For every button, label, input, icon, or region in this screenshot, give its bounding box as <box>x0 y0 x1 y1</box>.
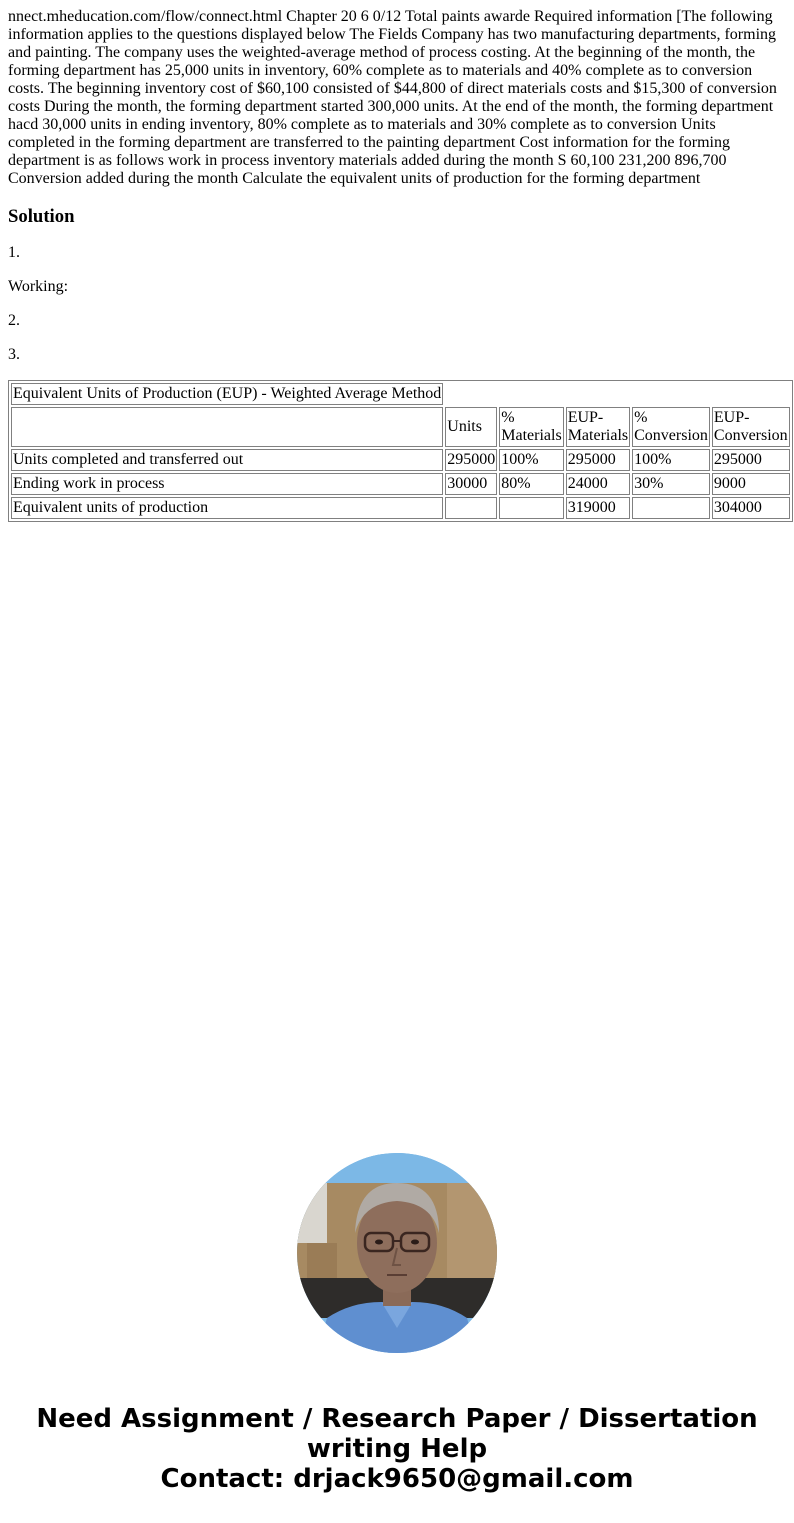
header-line: EUP- <box>567 409 604 426</box>
header-cell-units: Units <box>445 407 497 447</box>
cell-pct-conversion: 30% <box>632 473 710 495</box>
cell-eup-materials: 24000 <box>566 473 630 495</box>
cell-eup-materials: 295000 <box>566 449 630 471</box>
row-label: Equivalent units of production <box>11 497 443 519</box>
cell-units: 295000 <box>445 449 497 471</box>
header-line: Materials <box>501 427 562 444</box>
eup-table <box>8 380 793 522</box>
table-row <box>11 449 790 471</box>
cell-units: 30000 <box>445 473 497 495</box>
header-line: Conversion <box>713 427 788 444</box>
contact-banner <box>0 1404 794 1494</box>
cta-line-1: Need Assignment / Research Paper / Dissertation <box>36 1404 758 1434</box>
solution-step-1: 1. <box>8 244 20 261</box>
cell-pct-materials: 100% <box>499 449 563 471</box>
cell-eup-materials: 319000 <box>566 497 630 519</box>
cell-pct-materials <box>499 497 563 519</box>
working-label: Working: <box>8 278 69 295</box>
table-title: Equivalent Units of Production (EUP) - Weighted Average Method <box>11 383 443 405</box>
question-text: nnect.mheducation.com/flow/connect.html Chapter 20 6 0/12 Total paints awarde Required information [The following information applies to the questions displayed below The Fields Company has two manufacturing departments, forming and painting. The company uses the weighted-average method of process costing. At the beginning of the month, the forming department has 25,000 units in inventory, 60% complete as to materials and 40% complete as to conversion costs. The beginning inventory cost of $60,100 consisted of $44,800 of direct materials costs and $15,300 of conversion costs During the month, the forming department started 300,000 units. At the end of the month, the forming department hacd 30,000 units in ending inventory, 80% complete as to materials and 30% complete as to conversion Units completed in the forming department are transferred to the painting department Cost information for the forming department is as follows work in process inventory materials added during the month S 60,100 231,200 896,700 Conversion added during the month Calculate the equivalent units of production for the forming department <box>8 8 777 187</box>
header-cell-eup-conversion <box>712 407 790 447</box>
header-cell-eup-materials <box>566 407 630 447</box>
header-cell-blank <box>11 407 443 447</box>
solution-step-3: 3. <box>8 346 20 363</box>
cell-pct-conversion <box>632 497 710 519</box>
cell-pct-materials: 80% <box>499 473 563 495</box>
solution-step-2: 2. <box>8 312 20 329</box>
cell-units <box>445 497 497 519</box>
solution-heading: Solution <box>8 206 75 227</box>
portrait-image <box>297 1153 497 1353</box>
header-cell-pct-materials <box>499 407 563 447</box>
row-label: Units completed and transferred out <box>11 449 443 471</box>
page-content <box>8 8 786 522</box>
header-cell-pct-conversion <box>632 407 710 447</box>
table-row <box>11 497 790 519</box>
header-line: % <box>501 409 515 426</box>
avatar <box>297 1153 497 1353</box>
header-line: Conversion <box>634 427 708 444</box>
cta-contact-email: Contact: drjack9650@gmail.com <box>160 1464 634 1494</box>
header-line: Materials <box>567 427 629 444</box>
cta-line-2: writing Help <box>306 1434 488 1464</box>
table-row <box>11 473 790 495</box>
header-line: % <box>634 409 648 426</box>
row-label: Ending work in process <box>11 473 443 495</box>
cell-pct-conversion: 100% <box>632 449 710 471</box>
table-header-row <box>11 407 790 447</box>
cell-eup-conversion: 295000 <box>712 449 790 471</box>
header-line: EUP- <box>713 409 750 426</box>
cell-eup-conversion: 304000 <box>712 497 790 519</box>
cell-eup-conversion: 9000 <box>712 473 790 495</box>
table-title-row <box>11 383 790 405</box>
